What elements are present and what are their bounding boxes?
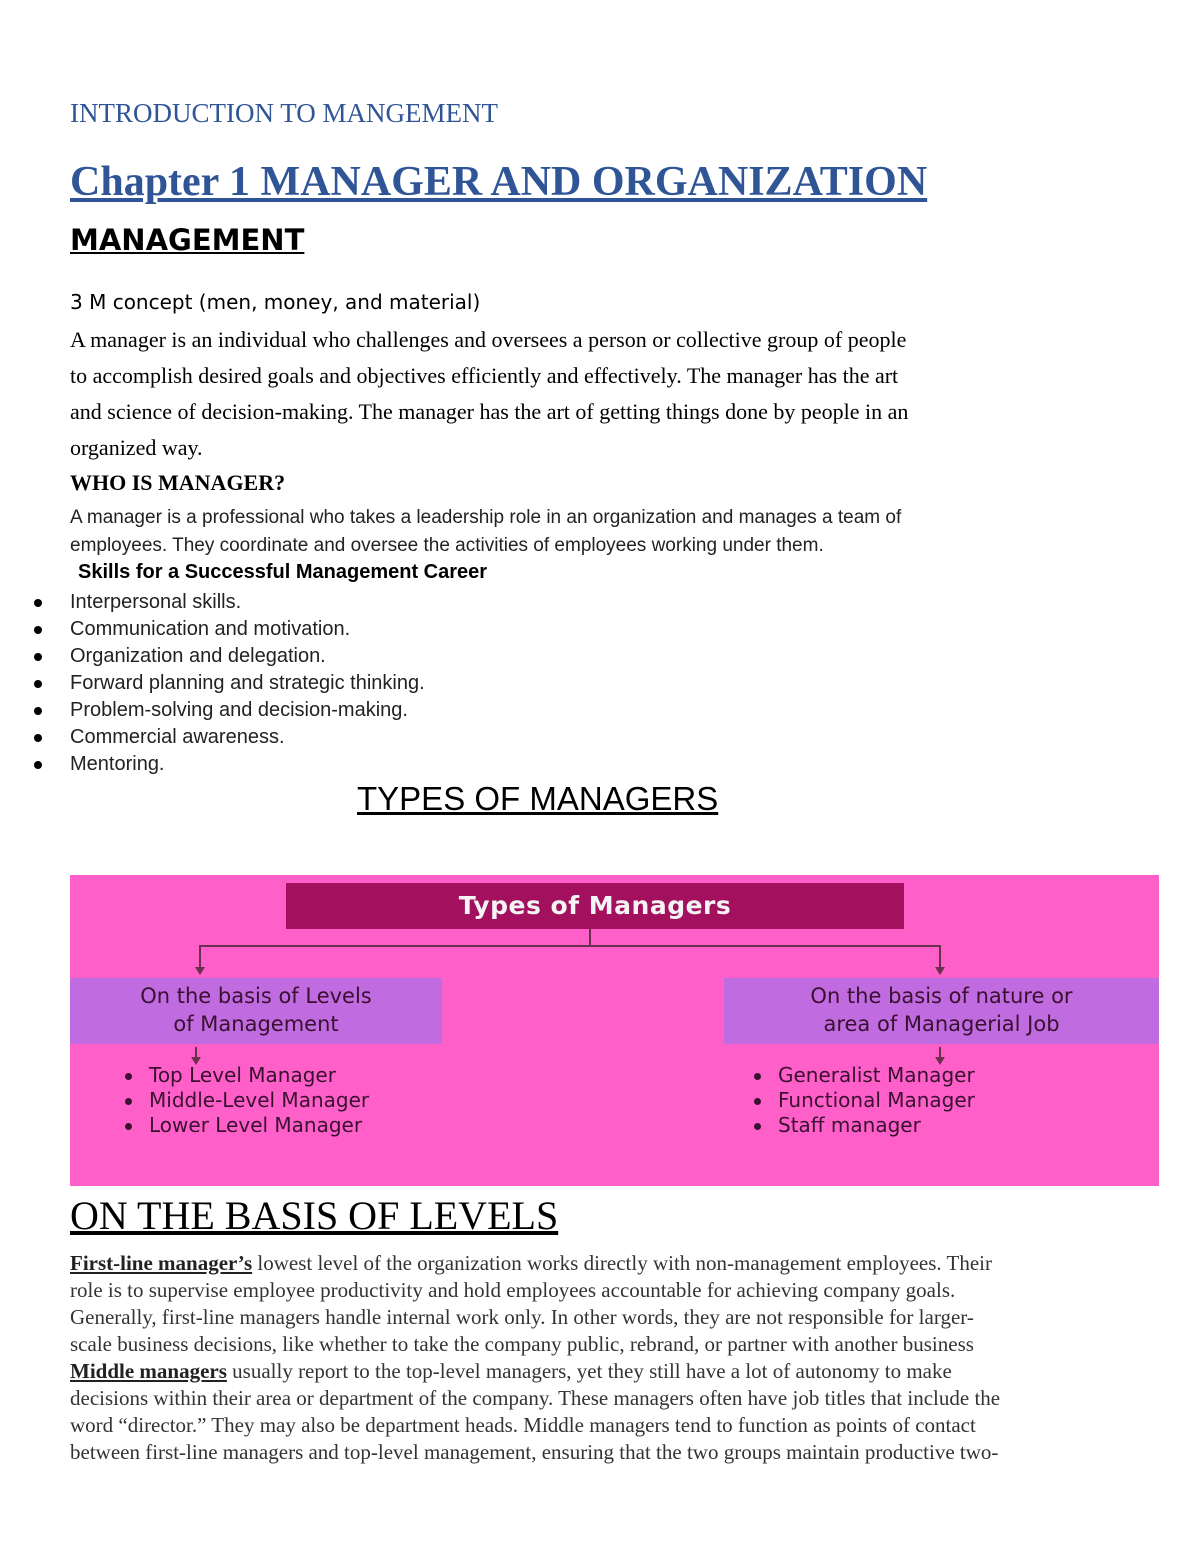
chapter-title: Chapter 1 MANAGER AND ORGANIZATION bbox=[70, 159, 928, 205]
arrow-down-icon bbox=[195, 967, 205, 975]
paragraph-line: scale business decisions, like whether to take the company public, rebrand, or partner with another business bbox=[70, 1332, 974, 1356]
connector-line bbox=[199, 945, 201, 967]
bullet-icon bbox=[34, 680, 42, 688]
bullet-icon bbox=[34, 734, 42, 742]
paragraph-line: word “director.” They may also be department heads. Middle managers tend to function as points of contact bbox=[70, 1413, 976, 1437]
connector-line bbox=[589, 929, 591, 945]
manager-definition-paragraph bbox=[70, 322, 1130, 466]
arrow-down-icon bbox=[935, 967, 945, 975]
bullet-icon bbox=[125, 1073, 132, 1080]
paragraph-line: employees. They coordinate and oversee the activities of employees working under them. bbox=[70, 535, 824, 556]
paragraph-line: decisions within their area or department of the company. These managers often have job titles that include the bbox=[70, 1386, 1001, 1410]
manager-professional-paragraph bbox=[70, 504, 1130, 560]
bullet-icon bbox=[34, 761, 42, 769]
paragraph-line: A manager is an individual who challenges and oversees a person or collective group of people bbox=[70, 327, 907, 352]
skills-heading: Skills for a Successful Management Career bbox=[78, 561, 488, 583]
bullet-icon bbox=[125, 1098, 132, 1105]
bullet-icon bbox=[34, 653, 42, 661]
paragraph-line: First-line manager’s lowest level of the organization works directly with non-management employees. Their bbox=[70, 1251, 992, 1275]
bullet-icon bbox=[754, 1073, 761, 1080]
bullet-icon bbox=[125, 1123, 132, 1130]
types-of-managers-diagram: Types of Managers On the basis of Levels of Management Top Level Manager Middle-Level Manager Lower Level Manager On the basis of nature or area of Managerial Job Generalist Manager Functional Manager Staff manager bbox=[70, 875, 1159, 1186]
connector-line bbox=[199, 945, 941, 947]
first-line-manager-term: First-line manager’s bbox=[70, 1251, 253, 1275]
paragraph-line: to accomplish desired goals and objectives efficiently and effectively. The manager has the art bbox=[70, 363, 899, 388]
bullet-icon bbox=[754, 1098, 761, 1105]
document-page: INTRODUCTION TO MANGEMENT Chapter 1 MANAGER AND ORGANIZATION MANAGEMENT 3 M concept (men, money, and material) A manager is an individual who challenges and oversees a person or collective group of people to accomplish desired goals and objectives efficiently and effectively. The manager has the art and science of decision-making. The manager has the art of getting things done by people in an organized way. WHO IS MANAGER? A manager is a professional who takes a leadership role in an organization and manages a team of employees. They coordinate and oversee the activities of employees working under them. Skills for a Successful Management Career Interpersonal skills. Communication and motivation. Organization and delegation. Forward planning and strategic thinking. Problem-solving and decision-making. Commercial awareness. Mentoring. TYPES OF MANAGERS Types of Managers On the basis of Levels of Management Top Level Manager Middle-Level Manager Lower Level Manager On the basis of nature or area of Managerial Job Generalist Manager Functional Manager Staff manager ON THE BASIS OF LEVELS First-line manager’s lowest level of the organization works directly with non-management employees. Their role is to supervise employee productivity and hold employees accountable for achieving company goals. Generally, first-line managers handle internal work only. In other words, they are not responsible for larger- scale business decisions, like whether to take the company public, rebrand, or partner with another business Middle managers usually report to the top-level managers, yet they still have a lot of autonomy to make decisions within their area or department of the company. These managers often have job titles that include the word “director.” They may also be department heads. Middle managers tend to function as points of contact between first-line managers and top-level management, ensuring that the two groups maintain productive two- bbox=[0, 0, 1200, 1553]
who-is-manager-heading: WHO IS MANAGER? bbox=[70, 470, 286, 495]
bullet-icon bbox=[754, 1123, 761, 1130]
diagram-title: Types of Managers bbox=[458, 891, 732, 920]
section-title: MANAGEMENT bbox=[70, 223, 305, 257]
types-of-managers-heading: TYPES OF MANAGERS bbox=[357, 780, 719, 817]
category-label-levels: On the basis of Levels of Management bbox=[140, 984, 372, 1036]
bullet-icon bbox=[34, 707, 42, 715]
paragraph-line: and science of decision-making. The manager has the art of getting things done by people in an bbox=[70, 399, 909, 424]
paragraph-line: Generally, first-line managers handle internal work only. In other words, they are not responsible for larger- bbox=[70, 1305, 974, 1329]
connector-line bbox=[939, 945, 941, 967]
paragraph-line: A manager is a professional who takes a leadership role in an organization and manages a team of bbox=[70, 507, 902, 528]
concept-line: 3 M concept (men, money, and material) bbox=[70, 290, 481, 314]
paragraph-line: between first-line managers and top-level management, ensuring that the two groups maintain productive two- bbox=[70, 1440, 999, 1464]
levels-paragraph bbox=[70, 1250, 1140, 1466]
bullet-icon bbox=[34, 626, 42, 634]
paragraph-line: organized way. bbox=[70, 435, 203, 460]
category-label-nature: On the basis of nature or area of Managerial Job bbox=[810, 984, 1073, 1036]
paragraph-line: Middle managers usually report to the top-level managers, yet they still have a lot of autonomy to make bbox=[70, 1359, 952, 1383]
course-title: INTRODUCTION TO MANGEMENT bbox=[70, 98, 498, 128]
paragraph-line: role is to supervise employee productivity and hold employees accountable for achieving company goals. bbox=[70, 1278, 956, 1302]
middle-managers-term: Middle managers bbox=[70, 1359, 227, 1383]
bullet-icon bbox=[34, 599, 42, 607]
diagram-title-box bbox=[286, 883, 904, 929]
basis-of-levels-heading: ON THE BASIS OF LEVELS bbox=[70, 1193, 559, 1238]
